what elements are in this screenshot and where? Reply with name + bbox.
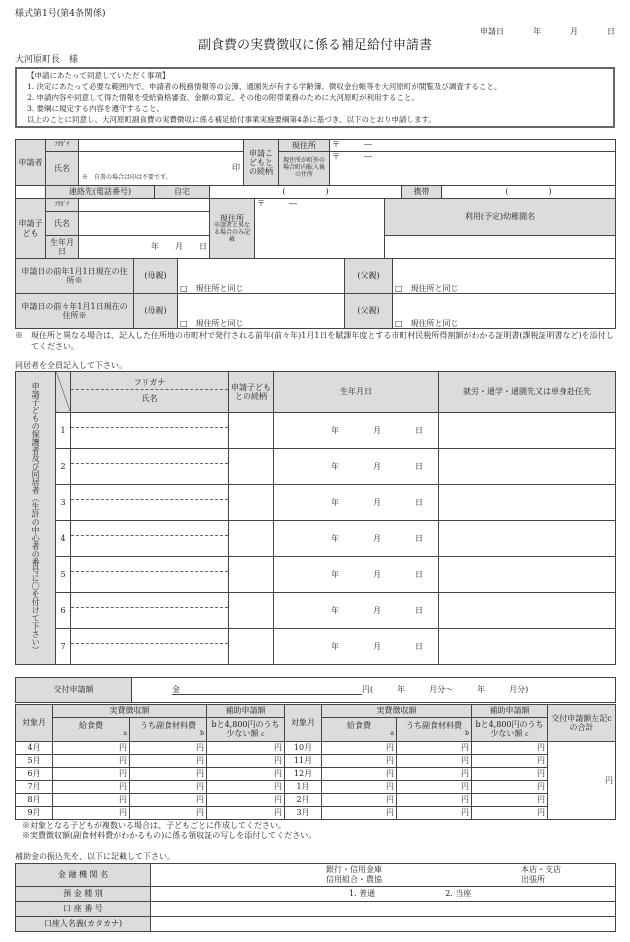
child-label: 申請子ども: [16, 199, 46, 259]
yen-field[interactable]: 円: [130, 768, 207, 781]
total-field[interactable]: 円: [548, 742, 616, 820]
work-field[interactable]: [439, 520, 616, 556]
yen-field[interactable]: 円: [207, 781, 285, 794]
month-row: [16, 755, 616, 768]
month-label: 8月: [16, 794, 53, 807]
work-field[interactable]: [439, 628, 616, 664]
yen-field[interactable]: 円: [53, 781, 130, 794]
current-address-label: 現住所: [279, 140, 330, 152]
grant-amount-field[interactable]: [132, 678, 616, 703]
name-field[interactable]: [71, 644, 228, 661]
father-address-field[interactable]: [393, 259, 616, 294]
yen-field[interactable]: 円: [53, 807, 130, 820]
birth-field[interactable]: 年 月 日: [274, 448, 439, 484]
yen-field[interactable]: 円: [322, 768, 397, 781]
outside-address-field[interactable]: 〒 ―: [330, 152, 616, 186]
address-footnote: ※ 現住所と異なる場合は、記入した住所地の市町村で発行される前年(前々年)1月1日を賦課年度とする市町村民税所得割額がわかる証明書(課税証明書など)を添付してください。: [15, 331, 614, 351]
institution-types: 銀行・信用金庫 信用組合・農協: [326, 865, 382, 884]
household-row: [16, 628, 616, 664]
mother-address-field[interactable]: [178, 259, 345, 294]
child-address-label: 現住所 申請者と異なる場合のみ記載: [210, 199, 255, 259]
consent-item: 1. 決定にあたって必要な範囲内で、申請者の税務情報等の公簿、通園先が有する学齢簿、徴収金台帳等を大河原町が閲覧及び調査すること。: [27, 82, 502, 91]
amount-period: 円( 年 月分～ 年 月分): [362, 684, 529, 694]
household-row: [16, 520, 616, 556]
prev-address-table: [15, 258, 616, 329]
grant-note: ※対象となる子どもが複数いる場合は、子どもごとに作成してください。: [22, 821, 286, 830]
yen-field[interactable]: 円: [130, 742, 207, 755]
relation-field[interactable]: [229, 520, 274, 556]
month-label: 11月: [285, 755, 322, 768]
contact-label: 連絡先(電話番号): [46, 186, 155, 199]
meal-header: 給食費 a: [53, 718, 130, 742]
same-address-checkbox[interactable]: □ 現住所と同じ: [395, 318, 459, 328]
yen-field[interactable]: 円: [207, 742, 285, 755]
household-row: [16, 484, 616, 520]
relation-header: 申請子どもとの続柄: [229, 372, 274, 413]
father-label: (父親): [345, 294, 393, 329]
home-label: 自宅: [155, 186, 210, 199]
deposit-type-field[interactable]: [151, 887, 616, 902]
yen-field[interactable]: 円: [130, 807, 207, 820]
yen-field[interactable]: 円: [472, 794, 548, 807]
yen-field[interactable]: 円: [207, 807, 285, 820]
yen-field[interactable]: 円: [397, 807, 472, 820]
name-field[interactable]: [71, 536, 228, 553]
furigana-field[interactable]: [71, 488, 228, 500]
total-header: 交付申請額左記cの合計: [548, 705, 616, 742]
month-label: 10月: [285, 742, 322, 755]
option-ordinary[interactable]: 1. 普通: [349, 889, 376, 899]
bank-instruction: 補助金の振込先を、以下に記載して下さい。: [15, 852, 175, 861]
household-row: [16, 592, 616, 628]
diagonal-cell: [56, 372, 71, 413]
relation-field[interactable]: [229, 412, 274, 448]
name-field[interactable]: [71, 608, 228, 625]
meal-header: 給食費 a: [322, 718, 397, 742]
name-field[interactable]: [71, 428, 228, 445]
mother-address-field[interactable]: [178, 294, 345, 329]
month-label: 1月: [285, 781, 322, 794]
month-label: 7月: [16, 781, 53, 794]
birth-field[interactable]: 年 月 日: [274, 520, 439, 556]
name-field[interactable]: [71, 572, 228, 589]
yen-field[interactable]: 円: [397, 742, 472, 755]
yen-field[interactable]: 円: [397, 781, 472, 794]
name-header: 氏名: [141, 393, 158, 403]
row-number: 5: [56, 556, 71, 592]
furigana-field[interactable]: [71, 452, 228, 464]
row-number: 3: [56, 484, 71, 520]
applicant-name-field[interactable]: [79, 152, 244, 186]
seal-mark: 印: [232, 163, 241, 172]
row-number: 6: [56, 592, 71, 628]
yen-field[interactable]: 円: [207, 794, 285, 807]
applicant-table: [15, 139, 616, 199]
subsidy-header: 補助申請額: [472, 705, 548, 718]
household-row: [16, 448, 616, 484]
month-row: [16, 807, 616, 820]
mobile-label: 携帯: [402, 186, 442, 199]
applicant-address-field[interactable]: 〒 ―: [330, 140, 616, 152]
account-number-field[interactable]: [151, 902, 616, 917]
address-note: 申請者と異なる場合のみ記載: [213, 221, 250, 243]
yen-field[interactable]: 円: [322, 794, 397, 807]
addressee: 大河原町長 様: [15, 55, 79, 65]
kindergarten-field[interactable]: [385, 236, 616, 259]
page-title: 副食費の実費徴収に係る補足給付申請書: [197, 38, 432, 53]
yen-field[interactable]: 円: [53, 768, 130, 781]
option-current[interactable]: 2. 当座: [445, 889, 472, 899]
seal-note: ※ 自署の場合は印は不要です。: [82, 174, 172, 181]
yen-field[interactable]: 円: [53, 755, 130, 768]
household-table: [15, 371, 616, 665]
subsidy-header: 補助申請額: [207, 705, 285, 718]
applicant-furigana-field[interactable]: [79, 140, 244, 152]
mobile-phone-field[interactable]: ( ): [442, 186, 616, 199]
yen-field[interactable]: 円: [130, 794, 207, 807]
mother-label: (母親): [134, 259, 178, 294]
yen-field[interactable]: 円: [53, 742, 130, 755]
grant-amount-table: [15, 677, 616, 703]
mother-label: (母親): [134, 294, 178, 329]
grant-note: ※実費徴収額(副食材料費がわかるもの)に係る領収証の写しを添付してください。: [22, 831, 317, 840]
kindergarten-label: 利用(予定)幼稚園名: [385, 199, 616, 236]
child-birth-field[interactable]: 年 月 日: [79, 236, 210, 259]
yen-field[interactable]: 円: [53, 794, 130, 807]
account-number-label: 口 座 番 号: [16, 902, 151, 917]
yen-field[interactable]: 円: [472, 768, 548, 781]
institution-label: 金 融 機 関 名: [16, 864, 151, 887]
work-header: 就労・通学・通園先又は単身赴任先: [439, 372, 616, 413]
deposit-type-label: 預 金 種 別: [16, 887, 151, 902]
month-row: [16, 742, 616, 755]
name-field[interactable]: [71, 500, 228, 517]
furigana-label: ﾌﾘｶﾞﾅ: [46, 140, 79, 152]
actual-header: 実費徴収額: [53, 705, 207, 718]
branch-types: 本店・支店 出張所: [521, 865, 561, 884]
relation-field[interactable]: [229, 628, 274, 664]
same-address-checkbox[interactable]: □ 現住所と同じ: [395, 283, 459, 293]
work-field[interactable]: [439, 448, 616, 484]
row-number: 2: [56, 448, 71, 484]
birth-field[interactable]: 年 月 日: [274, 628, 439, 664]
work-field[interactable]: [439, 556, 616, 592]
household-side-label: 申請子どもの保護者及び同居者（生計の中心者の番号に〇を付けて下さい）: [16, 372, 56, 665]
name-label: 氏名: [46, 212, 79, 236]
relation-label: 申請こどもとの続柄: [244, 140, 279, 186]
form-number: 様式第1号(第4条関係): [15, 9, 106, 19]
birth-label: 生年月日: [46, 236, 79, 259]
row-number: 4: [56, 520, 71, 556]
month-row: [16, 794, 616, 807]
relation-field[interactable]: [229, 592, 274, 628]
yen-field[interactable]: 円: [130, 781, 207, 794]
bank-table: [15, 863, 616, 932]
prev2-year-label: 申請日の前々年1月1日現在の住所※: [16, 294, 134, 329]
father-label: (父親): [345, 259, 393, 294]
same-address-checkbox[interactable]: □ 現住所と同じ: [180, 318, 244, 328]
grant-notes: [15, 821, 615, 841]
birth-field[interactable]: 年 月 日: [274, 556, 439, 592]
month-row: [16, 781, 616, 794]
yen-field[interactable]: 円: [207, 768, 285, 781]
work-field[interactable]: [439, 412, 616, 448]
birth-field[interactable]: 年 月 日: [274, 484, 439, 520]
child-furigana-field[interactable]: [79, 199, 210, 212]
month-header: 対象月: [285, 705, 322, 742]
side-header: うち副食材料費 b: [130, 718, 207, 742]
month-header: 対象月: [16, 705, 53, 742]
furigana-header: フリガナ: [71, 376, 228, 390]
birth-field[interactable]: 年 月 日: [274, 592, 439, 628]
month-label: 6月: [16, 768, 53, 781]
lesser-header: bと4,800円のうち少ない額 c: [472, 718, 548, 742]
prev-year-label: 申請日の前年1月1日現在の住所※: [16, 259, 134, 294]
account-holder-label: 口座人名義(カタカナ): [16, 917, 151, 932]
furigana-field[interactable]: [71, 560, 228, 572]
household-row: [16, 556, 616, 592]
household-row: [16, 412, 616, 448]
relation-field[interactable]: [229, 448, 274, 484]
consent-heading: 【申請にあたって同意していただく事項】: [27, 71, 170, 80]
date-day: 日: [607, 27, 615, 36]
yen-field[interactable]: 円: [397, 794, 472, 807]
yen-field[interactable]: 円: [472, 807, 548, 820]
month-label: 3月: [285, 807, 322, 820]
father-address-field[interactable]: [393, 294, 616, 329]
outside-address-label: 現住所が町外の場合町内転入後の住所: [279, 152, 330, 186]
birth-header: 生年月日: [274, 372, 439, 413]
work-field[interactable]: [439, 592, 616, 628]
amount-prefix: 金: [172, 685, 362, 695]
furigana-field[interactable]: [71, 524, 228, 536]
furigana-label: ﾌﾘｶﾞﾅ: [46, 199, 79, 212]
yen-field[interactable]: 円: [397, 755, 472, 768]
side-header: うち副食材料費 b: [397, 718, 472, 742]
institution-field[interactable]: [151, 864, 616, 887]
month-label: 9月: [16, 807, 53, 820]
yen-field[interactable]: 円: [472, 742, 548, 755]
date-year: 年: [533, 27, 541, 36]
yen-field[interactable]: 円: [207, 755, 285, 768]
month-label: 12月: [285, 768, 322, 781]
yen-field[interactable]: 円: [322, 781, 397, 794]
date-month: 月: [570, 27, 578, 36]
application-date: [480, 26, 615, 37]
name-label: 氏名: [46, 152, 79, 186]
row-number: 7: [56, 628, 71, 664]
actual-header: 実費徴収額: [322, 705, 472, 718]
applicant-label: 申請者: [16, 140, 46, 186]
child-address-field[interactable]: 〒 ―: [255, 199, 385, 259]
furigana-field[interactable]: [71, 596, 228, 608]
yen-field[interactable]: 円: [130, 755, 207, 768]
home-phone-field[interactable]: ( ): [210, 186, 402, 199]
yen-field[interactable]: 円: [397, 768, 472, 781]
same-address-checkbox[interactable]: □ 現住所と同じ: [180, 283, 244, 293]
furigana-field[interactable]: [71, 632, 228, 644]
monthly-table: [15, 704, 616, 820]
month-row: [16, 768, 616, 781]
month-label: 4月: [16, 742, 53, 755]
consent-box: [15, 67, 615, 128]
row-number: 1: [56, 412, 71, 448]
account-holder-field[interactable]: [151, 917, 616, 932]
date-label: 申請日: [480, 27, 504, 36]
yen-field[interactable]: 円: [322, 742, 397, 755]
consent-item: 2. 申請内容や同意して得た情報を受給資格審査、金額の算定、その他の附帯業務のために大河原町が利用すること。: [27, 93, 420, 102]
birth-field[interactable]: 年 月 日: [274, 412, 439, 448]
household-instruction: 同居者を全員記入して下さい。: [15, 361, 127, 370]
child-table: [15, 198, 616, 259]
consent-closing: 以上のことに同意し、大河原町副食費の実費徴収に係る補足給付事業実施要綱第4条に基づき、以下のとおり申請します。: [27, 115, 436, 124]
relation-field[interactable]: [229, 484, 274, 520]
consent-item: 3. 要綱に規定する内容を遵守すること。: [27, 104, 165, 113]
yen-field[interactable]: 円: [472, 755, 548, 768]
child-name-field[interactable]: [79, 212, 210, 236]
lesser-header: bと4,800円のうち少ない額 c: [207, 718, 285, 742]
furigana-field[interactable]: [71, 416, 228, 428]
grant-label: 交付申請額: [16, 678, 132, 703]
yen-field[interactable]: 円: [322, 755, 397, 768]
work-field[interactable]: [439, 484, 616, 520]
yen-field[interactable]: 円: [322, 807, 397, 820]
relation-field[interactable]: [229, 556, 274, 592]
yen-field[interactable]: 円: [472, 781, 548, 794]
name-field[interactable]: [71, 464, 228, 481]
month-label: 5月: [16, 755, 53, 768]
month-label: 2月: [285, 794, 322, 807]
